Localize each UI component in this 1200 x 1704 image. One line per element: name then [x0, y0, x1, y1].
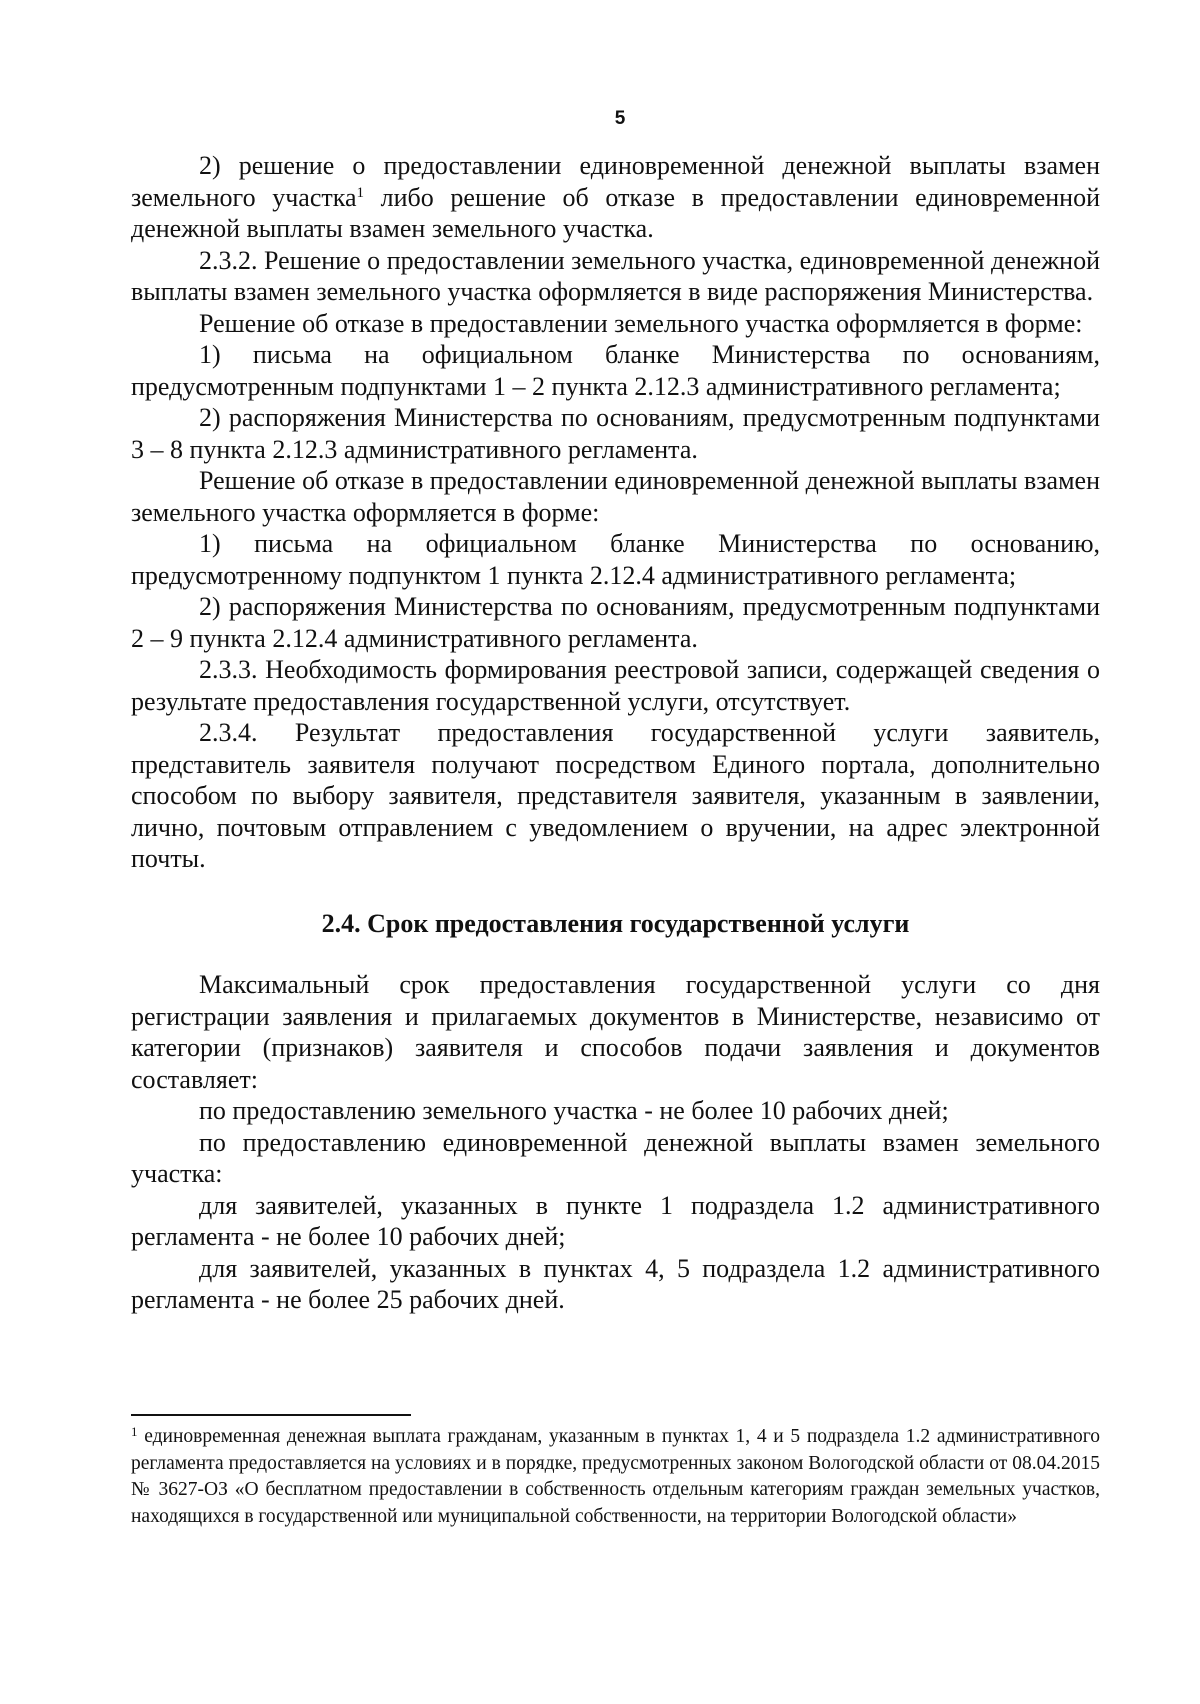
paragraph-term-item-1: для заявителей, указанных в пункте 1 подраздела 1.2 административного регламента - не более 10 рабочих дней;: [131, 1190, 1100, 1251]
paragraph-text-continued: либо решение об отказе в предоставлении единовременной денежной выплаты взамен земельного участка.: [131, 182, 1100, 243]
paragraph-term-items-4-5: для заявителей, указанных в пунктах 4, 5 подраздела 1.2 административного регламента - не более 25 рабочих дней.: [131, 1253, 1100, 1314]
paragraph-refusal-land-order: 2) распоряжения Министерства по основаниям, предусмотренным подпунктами 3 – 8 пункта 2.12.3 административного регламента.: [131, 403, 1100, 464]
paragraph-text: 2) решение о предоставлении единовременной денежной выплаты взамен земельного участка: [131, 151, 1100, 212]
footnote-reference: 1: [356, 184, 365, 201]
paragraph-term-payment: по предоставлению единовременной денежной выплаты взамен земельного участка:: [131, 1127, 1100, 1188]
paragraph-max-term: Максимальный срок предоставления государственной услуги со дня регистрации заявления и прилагаемых документов в Министерстве, независимо от категории (признаков) заявителя и способов подачи заявления и документов составляет:: [131, 970, 1100, 1094]
document-body: [131, 150, 1100, 1316]
footnote-text: единовременная денежная выплата гражданам, указанным в пунктах 1, 4 и 5 подраздела 1.2 административного регламента предоставляется на условиях и в порядке, предусмотренных законом Вологодской области от 08.04.2015 № 3627-ОЗ «О бесплатном предоставлении в собственность отдельным категориям граждан земельных участков, находящихся в государственной или муниципальной собственности, на территории Вологодской области»: [131, 1426, 1100, 1527]
paragraph-refusal-payment-order: 2) распоряжения Министерства по основаниям, предусмотренным подпунктами 2 – 9 пункта 2.12.4 административного регламента.: [131, 592, 1100, 653]
footnote: [131, 1424, 1100, 1530]
footnote-separator: [131, 1414, 411, 1416]
paragraph-term-land: по предоставлению земельного участка - не более 10 рабочих дней;: [199, 1096, 949, 1125]
page-number: 5: [614, 108, 626, 129]
paragraph-refusal-payment: Решение об отказе в предоставлении единовременной денежной выплаты взамен земельного участка оформляется в форме:: [131, 466, 1100, 527]
paragraph-refusal-land: Решение об отказе в предоставлении земельного участка оформляется в форме:: [199, 308, 1083, 338]
paragraph-2-3-3: 2.3.3. Необходимость формирования реестровой записи, содержащей сведения о результате предоставления государственной услуги, отсутствует.: [131, 655, 1100, 716]
paragraph-result-decision: [131, 150, 1100, 245]
paragraph-refusal-land-letter: 1) письма на официальном бланке Министерства по основаниям, предусмотренным подпунктами 1 – 2 пункта 2.12.3 административного регламента;: [131, 340, 1100, 401]
paragraph-refusal-payment-letter: 1) письма на официальном бланке Министерства по основанию, предусмотренному подпунктом 1 пункта 2.12.4 административного регламента;: [131, 529, 1100, 590]
footnote-marker: 1: [131, 1424, 138, 1439]
paragraph-2-3-4: 2.3.4. Результат предоставления государственной услуги заявитель, представитель заявителя получают посредством Единого портала, дополнительно способом по выбору заявителя, представителя заявителя, указанным в заявлении, лично, почтовым отправлением с уведомлением о вручении, на адрес электронной почты.: [131, 718, 1100, 873]
paragraph-2-3-2: 2.3.2. Решение о предоставлении земельного участка, единовременной денежной выплаты взамен земельного участка оформляется в виде распоряжения Министерства.: [131, 245, 1100, 306]
section-heading: 2.4. Срок предоставления государственной услуги: [321, 908, 910, 938]
